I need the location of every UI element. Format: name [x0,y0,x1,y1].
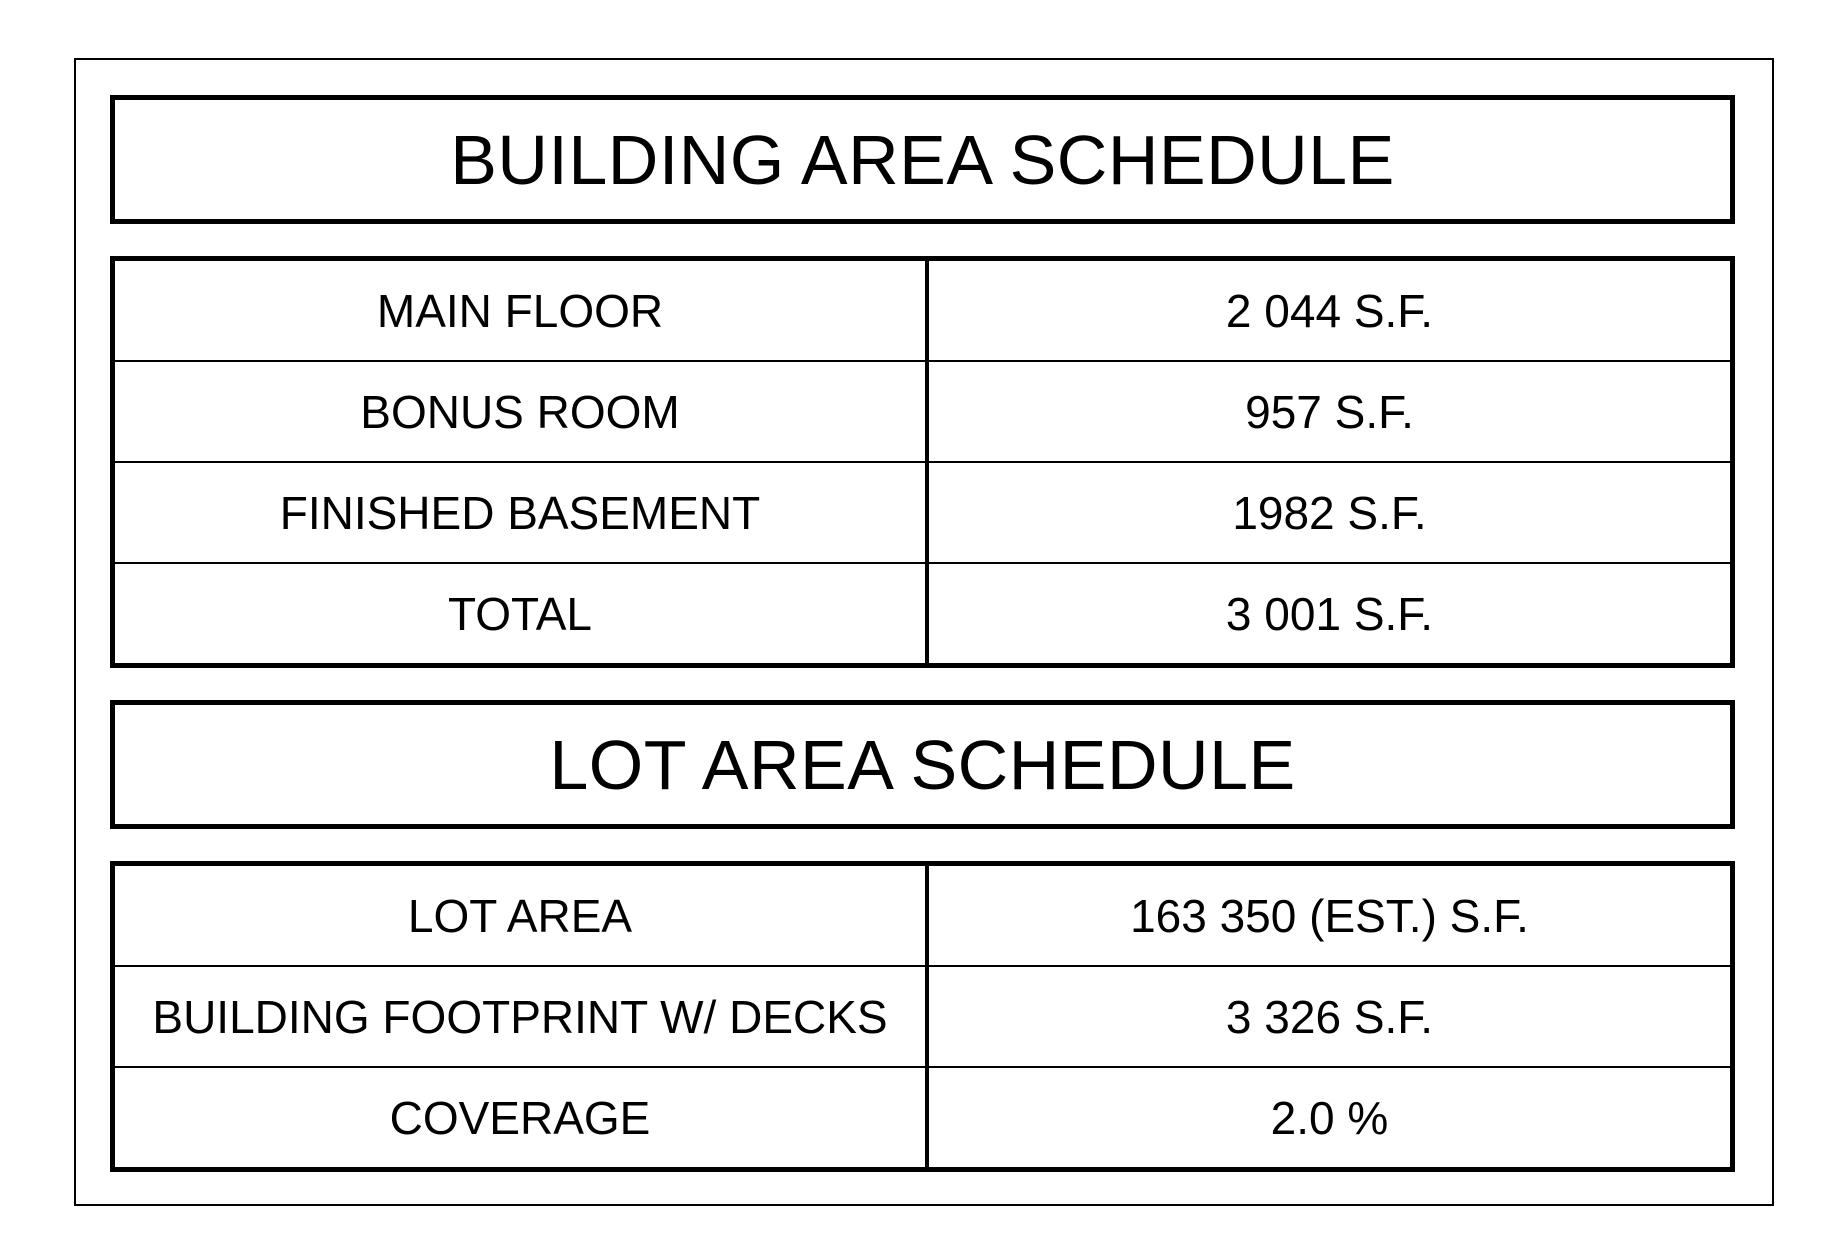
lot-area-schedule-title-text: LOT AREA SCHEDULE [549,725,1296,804]
row-value: 163 350 (EST.) S.F. [927,864,1733,967]
row-value: 957 S.F. [927,361,1733,462]
row-label: BONUS ROOM [113,361,928,462]
row-label: TOTAL [113,563,928,666]
building-area-schedule-title [110,95,1735,224]
table-row [113,1067,1733,1170]
building-area-table [110,256,1735,668]
table-row [113,864,1733,967]
table-row [113,361,1733,462]
row-label: LOT AREA [113,864,928,967]
row-label: COVERAGE [113,1067,928,1170]
building-area-schedule-title-text: BUILDING AREA SCHEDULE [450,120,1395,199]
table-row [113,966,1733,1067]
table-row [113,563,1733,666]
table-row [113,259,1733,362]
row-value: 3 326 S.F. [927,966,1733,1067]
row-value: 2.0 % [1270,1091,1389,1144]
row-value: 1982 S.F. [927,462,1733,563]
lot-area-table [110,861,1735,1172]
lot-area-schedule-title [110,700,1735,829]
row-value: 3 001 S.F. [1225,587,1434,640]
row-value: 2 044 S.F. [927,259,1733,362]
table-row [113,462,1733,563]
row-label: FINISHED BASEMENT [113,462,928,563]
row-label: BUILDING FOOTPRINT W/ DECKS [113,966,928,1067]
row-label: MAIN FLOOR [113,259,928,362]
